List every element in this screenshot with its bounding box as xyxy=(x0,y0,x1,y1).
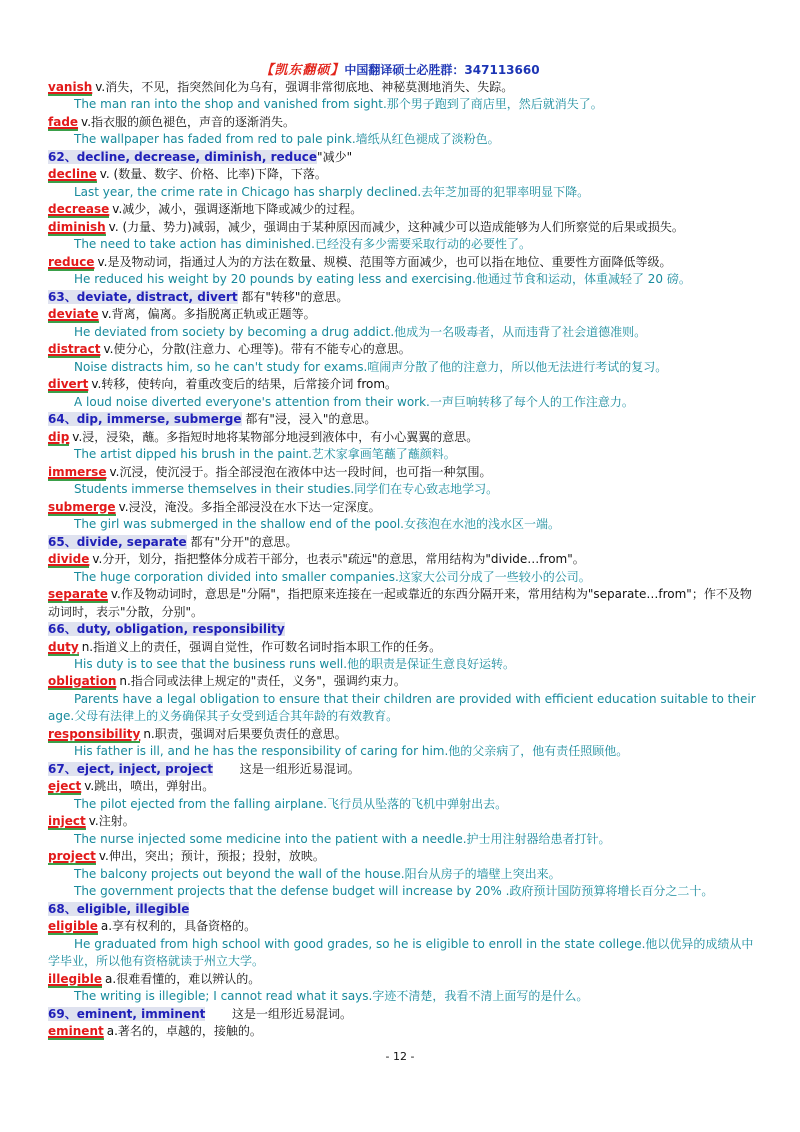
headword: vanish xyxy=(48,80,93,94)
example-sentence: The artist dipped his brush in the paint.艺术家拿画笔蘸了蘸颜料。 xyxy=(74,447,456,462)
headword: obligation xyxy=(48,674,117,689)
headword: dip xyxy=(48,429,70,444)
entry-row xyxy=(48,673,756,690)
section-note: 都有"转移"的意思。 xyxy=(237,289,349,304)
example-sentence: The man ran into the shop and vanished from sight.那个男子跑到了商店里，然后就消失了。 xyxy=(74,97,603,112)
example-row xyxy=(48,271,756,288)
headword: immerse xyxy=(48,464,107,479)
example-row xyxy=(48,691,756,726)
headword: submerge xyxy=(48,499,116,514)
headword: fade xyxy=(48,114,79,129)
example-sentence: He reduced his weight by 20 pounds by eating less and exercising.他通过节食和运动，体重减轻了 20 磅。 xyxy=(74,272,691,287)
headword: duty xyxy=(48,639,79,654)
definition: v.跳出，喷出，弹射出。 xyxy=(84,779,215,794)
entry-row xyxy=(48,376,756,393)
headword: eject xyxy=(48,779,82,794)
entry-row xyxy=(48,499,756,516)
example-sentence: Students immerse themselves in their studies.同学们在专心致志地学习。 xyxy=(74,482,499,497)
example-row xyxy=(48,988,756,1005)
example-row xyxy=(48,883,756,900)
definition: v.转移，使转向，着重改变后的结果，后常接介词 from。 xyxy=(91,377,398,392)
definition: a.著名的，卓越的，接触的。 xyxy=(106,1024,262,1039)
section-heading-row xyxy=(48,621,756,638)
definition: v.减少，减小，强调逐渐地下降或减少的过程。 xyxy=(112,202,363,217)
example-sentence: His father is ill, and he has the responsibility of caring for him.他的父亲病了，他有责任照顾他。 xyxy=(74,744,629,759)
entry-row xyxy=(48,219,756,236)
section-heading-row xyxy=(48,761,756,778)
entry-row xyxy=(48,639,756,656)
section-heading-row xyxy=(48,289,756,306)
section-title: 65、divide, separate xyxy=(48,534,187,549)
example-row xyxy=(48,569,756,586)
definition: n.指道义上的责任，强调自觉性，作可数名词时指本职工作的任务。 xyxy=(81,639,442,654)
headword: decline xyxy=(48,167,97,182)
headword: responsibility xyxy=(48,726,141,741)
example-row xyxy=(48,446,756,463)
section-heading-row xyxy=(48,149,756,166)
example-sentence: He deviated from society by becoming a drug addict.他成为一名吸毒者，从而违背了社会道德准则。 xyxy=(74,324,647,339)
example-row xyxy=(48,831,756,848)
section-title: 69、eminent, imminent xyxy=(48,1006,206,1021)
example-row xyxy=(48,866,756,883)
definition: v. (力量、势力)减弱，减少，强调由于某种原因而减少，这种减少可以造成能够为人们所察觉的后果或损失。 xyxy=(108,219,684,234)
example-sentence: The need to take action has diminished.已经没有多少需要采取行动的必要性了。 xyxy=(74,237,531,252)
section-note: 这是一组形近易混词。 xyxy=(205,1006,353,1021)
example-sentence: The balcony projects out beyond the wall of the house.阳台从房子的墙壁上突出来。 xyxy=(74,866,561,881)
header-group-info: 中国翻译硕士必胜群：347113660 xyxy=(344,63,540,77)
example-row xyxy=(48,359,756,376)
entry-row xyxy=(48,341,756,358)
section-note: 都有"分开"的意思。 xyxy=(186,534,298,549)
section-heading-row xyxy=(48,534,756,551)
definition: v.沉浸，使沉浸于。指全部浸泡在液体中达一段时间，也可指一种氛围。 xyxy=(109,464,492,479)
example-sentence: The girl was submerged in the shallow end of the pool.女孩泡在水池的浅水区一端。 xyxy=(74,517,560,532)
entry-row xyxy=(48,848,756,865)
section-title: 67、eject, inject, project xyxy=(48,761,214,776)
entry-row xyxy=(48,813,756,830)
example-row xyxy=(48,131,756,148)
definition: v. (数量、数字、价格、比率)下降，下落。 xyxy=(99,167,327,182)
entry-row xyxy=(48,464,756,481)
section-title: 68、eligible, illegible xyxy=(48,901,190,916)
example-sentence: The huge corporation divided into smaller companies.这家大公司分成了一些较小的公司。 xyxy=(74,569,591,584)
example-row xyxy=(48,936,756,971)
section-title: 66、duty, obligation, responsibility xyxy=(48,622,285,637)
example-row xyxy=(48,743,756,760)
headword: eligible xyxy=(48,919,98,934)
headword: deviate xyxy=(48,307,99,322)
example-sentence: He graduated from high school with good grades, so he is eligible to enroll in the state college.他以优异的成绩从中学毕业，所以他有资格就读于州立大学。 xyxy=(48,936,754,969)
definition: n.职责，强调对后果要负责任的意思。 xyxy=(143,726,347,741)
example-row xyxy=(48,516,756,533)
entry-row xyxy=(48,551,756,568)
example-row xyxy=(48,236,756,253)
definition: v.浸，浸染，蘸。多指短时地将某物部分地浸到液体中，有小心翼翼的意思。 xyxy=(72,429,479,444)
definition: v.消失，不见，指突然间化为乌有，强调非常彻底地、神秘莫测地消失、失踪。 xyxy=(95,80,514,94)
entry-row xyxy=(48,79,756,96)
definition: v.作及物动词时，意思是"分隔"，指把原来连接在一起或靠近的东西分隔开来，常用结构为"separate…from"；作不及物动词时，表示"分散，分别"。 xyxy=(48,587,752,619)
definition: v.指衣服的颜色褪色，声音的逐渐消失。 xyxy=(81,114,296,129)
entry-row xyxy=(48,254,756,271)
headword: diminish xyxy=(48,219,106,234)
example-sentence: The nurse injected some medicine into the patient with a needle.护士用注射器给患者打针。 xyxy=(74,831,611,846)
entry-row xyxy=(48,201,756,218)
example-sentence: Parents have a legal obligation to ensure that their children are provided with efficient education suitable to their age.父母有法律上的义务确保其子女受到适合其年龄的有效教育。 xyxy=(48,691,756,724)
definition: v.是及物动词，指通过人为的方法在数量、规模、范围等方面减少，也可以指在地位、重要性方面降低等级。 xyxy=(97,254,672,269)
definition: v.浸没，淹没。多指全部浸没在水下达一定深度。 xyxy=(118,499,381,514)
section-title: 64、dip, immerse, submerge xyxy=(48,412,242,427)
definition: v.伸出，突出；预计，预报；投射，放映。 xyxy=(98,849,325,864)
headword: separate xyxy=(48,587,108,602)
example-sentence: The writing is illegible; I cannot read what it says.字迹不清楚，我看不清上面写的是什么。 xyxy=(74,989,589,1004)
section-heading-row xyxy=(48,411,756,428)
example-sentence: The pilot ejected from the falling airplane.飞行员从坠落的飞机中弹射出去。 xyxy=(74,796,508,811)
headword: eminent xyxy=(48,1024,104,1039)
headword: illegible xyxy=(48,971,103,986)
definition: v.使分心，分散(注意力、心理等)。带有不能专心的意思。 xyxy=(103,342,411,357)
example-sentence: The wallpaper has faded from red to pale pink.墙纸从红色褪成了淡粉色。 xyxy=(74,132,500,147)
entry-row xyxy=(48,918,756,935)
definition: n.指合同或法律上规定的"责任，义务"，强调约束力。 xyxy=(119,674,406,689)
section-heading-row xyxy=(48,1006,756,1023)
entry-row xyxy=(48,586,756,621)
definition: v.分开，划分，指把整体分成若干部分，也表示"疏远"的意思，常用结构为"divide…from"。 xyxy=(92,552,585,567)
example-sentence: A loud noise diverted everyone's attention from their work.一声巨响转移了每个人的工作注意力。 xyxy=(74,394,634,409)
page-number: - 12 - xyxy=(385,1050,415,1063)
section-heading-row xyxy=(48,901,756,918)
example-sentence: Noise distracts him, so he can't study for exams.喧闹声分散了他的注意力，所以他无法进行考试的复习。 xyxy=(74,359,668,374)
headword: inject xyxy=(48,814,86,829)
entry-row xyxy=(48,971,756,988)
section-note: 这是一组形近易混词。 xyxy=(213,761,360,776)
page-header xyxy=(0,61,800,79)
example-row xyxy=(48,796,756,813)
entry-row xyxy=(48,778,756,795)
example-row xyxy=(48,481,756,498)
headword: decrease xyxy=(48,202,110,217)
headword: divide xyxy=(48,552,90,567)
example-row xyxy=(48,324,756,341)
example-sentence: Last year, the crime rate in Chicago has sharply declined.去年芝加哥的犯罪率明显下降。 xyxy=(74,184,590,199)
section-title: 62、decline, decrease, diminish, reduce xyxy=(48,149,318,164)
example-row xyxy=(48,96,756,113)
example-sentence: His duty is to see that the business runs well.他的职责是保证生意良好运转。 xyxy=(74,656,516,671)
entry-row xyxy=(48,1023,756,1040)
headword: distract xyxy=(48,342,101,357)
section-title: 63、deviate, distract, divert xyxy=(48,289,238,304)
section-note: "减少" xyxy=(317,149,353,164)
example-row xyxy=(48,656,756,673)
definition: a.享有权利的，具备资格的。 xyxy=(100,919,257,934)
definition: a.很难看懂的，难以辨认的。 xyxy=(105,971,261,986)
entry-row xyxy=(48,726,756,743)
example-row xyxy=(48,394,756,411)
headword: divert xyxy=(48,377,89,392)
section-note: 都有"浸，浸入"的意思。 xyxy=(241,412,377,427)
headword: reduce xyxy=(48,254,95,269)
header-brand: 【凯东翻硕】 xyxy=(260,63,345,78)
entry-row xyxy=(48,306,756,323)
entry-row xyxy=(48,166,756,183)
entry-row xyxy=(48,429,756,446)
definition: v.背离，偏离。多指脱离正轨或正题等。 xyxy=(101,307,316,322)
headword: project xyxy=(48,849,96,864)
example-row xyxy=(48,184,756,201)
entry-row xyxy=(48,114,756,131)
vocabulary-list xyxy=(48,79,756,1041)
example-sentence: The government projects that the defense budget will increase by 20% .政府预计国防预算将增长百分之二十。 xyxy=(74,884,714,899)
definition: v.注射。 xyxy=(88,814,135,829)
